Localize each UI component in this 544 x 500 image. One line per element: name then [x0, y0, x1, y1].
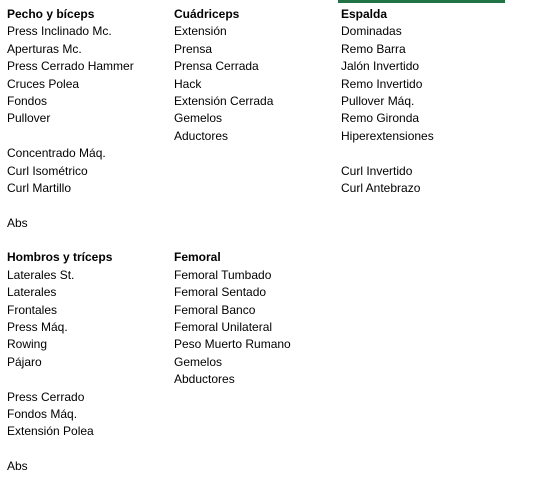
cell-b16[interactable]: Femoral Tumbado [174, 267, 272, 282]
cell-c22[interactable] [334, 371, 544, 388]
cell-a2[interactable]: Press Inclinado Mc. [7, 24, 112, 39]
cell-a3[interactable]: Aperturas Mc. [7, 41, 82, 56]
cell-a21[interactable]: Pájaro [7, 354, 42, 369]
column-header-cell-a1[interactable]: Pecho y bíceps [7, 7, 95, 21]
cell-c10[interactable]: Curl Invertido [341, 163, 413, 178]
cell-c11[interactable]: Curl Antebrazo [341, 180, 421, 195]
cell-b2[interactable]: Extensión [174, 24, 227, 39]
cell-a16[interactable]: Laterales St. [7, 267, 75, 282]
cell-a17[interactable]: Laterales [7, 285, 57, 300]
cell-b9[interactable] [167, 145, 334, 162]
cell-a23[interactable]: Press Cerrado [7, 389, 85, 404]
column-header-cell-b15[interactable]: Femoral [174, 250, 221, 265]
cell-b3[interactable]: Prensa [174, 41, 213, 56]
cell-c18[interactable] [334, 302, 544, 319]
column-header-cell-a15[interactable]: Hombros y tríceps [7, 250, 113, 265]
cell-a8[interactable] [0, 128, 167, 145]
cell-c5[interactable]: Remo Invertido [341, 76, 423, 91]
cell-a24[interactable]: Fondos Máq. [7, 406, 78, 421]
cell-b26[interactable] [167, 441, 334, 458]
cell-b14[interactable] [167, 232, 334, 249]
cell-b10[interactable] [167, 163, 334, 180]
cell-b24[interactable] [167, 406, 334, 423]
cell-b5[interactable]: Hack [174, 76, 202, 91]
cell-c12[interactable] [334, 197, 544, 214]
cell-a14[interactable] [0, 232, 167, 249]
cell-a25[interactable]: Extensión Polea [7, 424, 94, 439]
cell-c24[interactable] [334, 406, 544, 423]
cell-c17[interactable] [334, 284, 544, 301]
cell-b4[interactable]: Prensa Cerrada [174, 59, 259, 74]
cell-a26[interactable] [0, 441, 167, 458]
cell-c21[interactable] [334, 354, 544, 371]
cell-a13[interactable]: Abs [7, 215, 28, 230]
cell-a9[interactable]: Concentrado Máq. [7, 146, 106, 161]
cell-c7[interactable]: Remo Gironda [341, 111, 420, 126]
cell-a19[interactable]: Press Máq. [7, 320, 68, 335]
cell-c9[interactable] [334, 145, 544, 162]
cell-b13[interactable] [167, 215, 334, 232]
cell-selection-indicator [338, 0, 505, 3]
cell-c25[interactable] [334, 423, 544, 440]
cell-a10[interactable]: Curl Isométrico [7, 163, 88, 178]
cell-c26[interactable] [334, 441, 544, 458]
cell-c3[interactable]: Remo Barra [341, 41, 406, 56]
cell-c8[interactable]: Hiperextensiones [341, 128, 434, 143]
cell-grid [0, 6, 544, 476]
cell-a12[interactable] [0, 197, 167, 214]
column-header-cell-b1[interactable]: Cuádriceps [174, 7, 240, 21]
cell-a18[interactable]: Frontales [7, 302, 58, 317]
cell-b21[interactable]: Gemelos [174, 354, 223, 369]
cell-b8[interactable]: Aductores [174, 128, 229, 143]
cell-a5[interactable]: Cruces Polea [7, 76, 80, 91]
cell-c2[interactable]: Dominadas [341, 24, 402, 39]
cell-c23[interactable] [334, 389, 544, 406]
cell-c6[interactable]: Pullover Máq. [341, 93, 415, 108]
cell-a27[interactable]: Abs [7, 459, 28, 474]
cell-b17[interactable]: Femoral Sentado [174, 285, 267, 300]
cell-a22[interactable] [0, 371, 167, 388]
cell-b18[interactable]: Femoral Banco [174, 302, 256, 317]
cell-c16[interactable] [334, 267, 544, 284]
cell-a4[interactable]: Press Cerrado Hammer [7, 59, 134, 74]
cell-a11[interactable]: Curl Martillo [7, 180, 72, 195]
cell-b25[interactable] [167, 423, 334, 440]
cell-a7[interactable]: Pullover [7, 111, 51, 126]
cell-b27[interactable] [167, 458, 334, 475]
cell-b7[interactable]: Gemelos [174, 111, 223, 126]
cell-c19[interactable] [334, 319, 544, 336]
cell-c4[interactable]: Jalón Invertido [341, 59, 420, 74]
cell-b11[interactable] [167, 180, 334, 197]
cell-b6[interactable]: Extensión Cerrada [174, 93, 274, 108]
cell-b23[interactable] [167, 389, 334, 406]
cell-b20[interactable]: Peso Muerto Rumano [174, 337, 291, 352]
cell-a20[interactable]: Rowing [7, 337, 48, 352]
cell-c20[interactable] [334, 336, 544, 353]
cell-c13[interactable] [334, 215, 544, 232]
cell-b19[interactable]: Femoral Unilateral [174, 320, 273, 335]
cell-a6[interactable]: Fondos [7, 93, 48, 108]
cell-c14[interactable] [334, 232, 544, 249]
cell-c15[interactable] [334, 249, 544, 266]
cell-b12[interactable] [167, 197, 334, 214]
cell-b22[interactable]: Abductores [174, 372, 235, 387]
column-header-cell-c1[interactable]: Espalda [341, 7, 388, 21]
cell-c27[interactable] [334, 458, 544, 475]
